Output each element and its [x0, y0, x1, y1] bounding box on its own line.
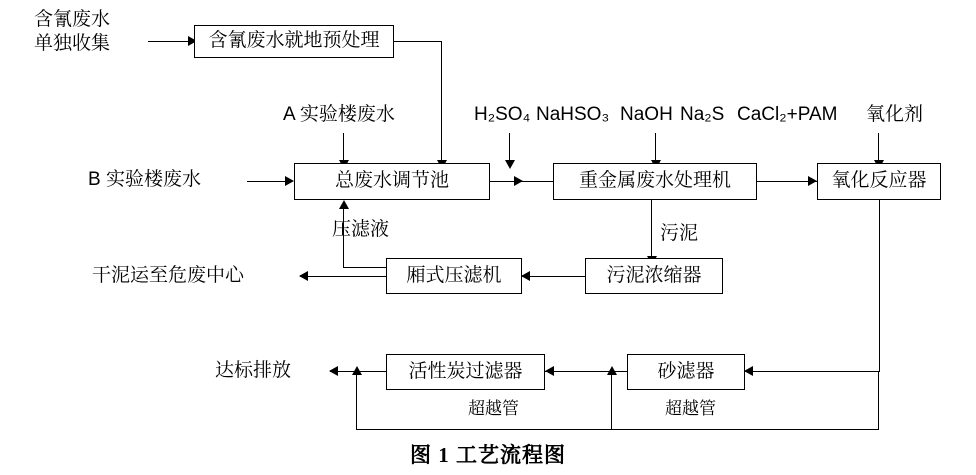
box-equalization-tank[interactable]: 总废水调节池 — [294, 163, 490, 200]
label-chem-naoh: NaOH — [620, 104, 673, 125]
label-lab-a-wastewater: A 实验楼废水 — [283, 104, 395, 125]
connector-heavymetal-sludge-down — [651, 200, 652, 260]
connector-lab-a-down — [343, 133, 344, 163]
label-cyanide-collect — [34, 8, 110, 56]
label-cyanide-collect-line2: 单独收集 — [34, 32, 111, 54]
arrowhead-carbon-to-discharge — [329, 366, 338, 376]
arrowhead-sandfilter-to-carbon — [545, 366, 554, 376]
arrowhead-equalization-to-heavymetal — [514, 176, 523, 186]
arrowhead-press-to-dry-sludge — [299, 271, 308, 281]
connector-filtrate-left — [343, 267, 387, 268]
connector-press-to-dry-sludge — [300, 276, 386, 277]
label-bypass-left: 超越管 — [468, 399, 519, 418]
connector-chemicals-down — [655, 133, 656, 163]
connector-collect-to-pretreat — [148, 41, 190, 42]
connector-bypass-right-riser — [878, 371, 879, 429]
label-chem-na2s: Na₂S — [680, 104, 725, 125]
label-compliant-discharge: 达标排放 — [215, 360, 292, 381]
label-cyanide-collect-line1: 含氰废水 — [34, 9, 111, 30]
connector-oxidation-to-sandfilter — [745, 371, 879, 372]
arrowhead-h2so4 — [505, 160, 515, 169]
connector-pretreat-down — [441, 41, 442, 163]
figure-caption: 图 1 工艺流程图 — [410, 443, 566, 467]
label-oxidant: 氧化剂 — [866, 104, 924, 125]
arrowhead-bypass-left — [352, 366, 362, 375]
arrowhead-lab-b — [285, 176, 294, 186]
box-activated-carbon-filter[interactable]: 活性炭过滤器 — [386, 354, 545, 390]
connector-lab-b-to-equalization — [247, 181, 289, 182]
box-oxidation-reactor[interactable]: 氧化反应器 — [817, 163, 941, 200]
connector-h2so4-down — [509, 133, 510, 163]
arrowhead-heavymetal-to-oxidation — [808, 176, 817, 186]
box-sludge-thickener[interactable]: 污泥浓缩器 — [585, 258, 723, 294]
box-filter-press[interactable]: 厢式压滤机 — [386, 258, 522, 294]
box-heavy-metal-unit[interactable]: 重金属废水处理机 — [553, 163, 757, 200]
arrowhead-thickener-to-press — [521, 271, 530, 281]
label-chem-nahso3: NaHSO₃ — [536, 104, 610, 125]
connector-oxidation-down — [879, 200, 880, 372]
box-cyanide-pretreatment[interactable]: 含氰废水就地预处理 — [194, 25, 394, 58]
label-chem-cacl2-pam: CaCl₂+PAM — [737, 104, 838, 125]
label-bypass-right: 超越管 — [665, 399, 716, 418]
connector-bypass-left-riser — [356, 371, 357, 429]
label-filtrate: 压滤液 — [332, 219, 390, 240]
arrowhead-oxidation-to-sandfilter — [744, 366, 753, 376]
label-sludge: 污泥 — [660, 223, 699, 244]
arrowhead-bypass-mid — [607, 366, 617, 375]
label-chem-h2so4: H₂SO₄ — [474, 104, 531, 125]
connector-filtrate-up — [343, 205, 344, 268]
box-sand-filter[interactable]: 砂滤器 — [627, 354, 745, 390]
label-lab-b-wastewater: B 实验楼废水 — [88, 169, 201, 190]
connector-bypass-bus — [356, 429, 879, 430]
label-dry-sludge-transport: 干泥运至危废中心 — [92, 265, 245, 286]
connector-thickener-to-press — [521, 276, 585, 277]
connector-pretreat-right — [394, 41, 442, 42]
connector-oxidant-down — [878, 133, 879, 163]
connector-bypass-mid-riser — [611, 371, 612, 429]
arrowhead-filtrate-to-equalization — [339, 200, 349, 209]
